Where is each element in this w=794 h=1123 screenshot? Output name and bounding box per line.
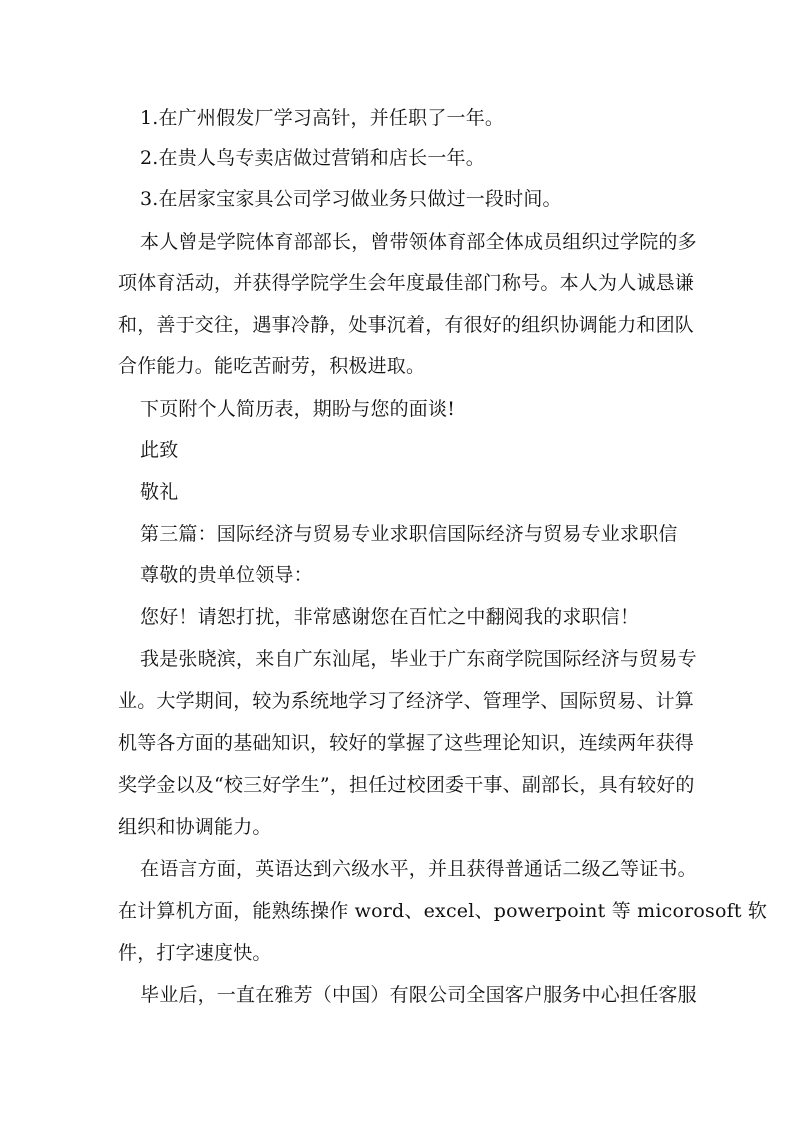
paragraph-line: 下页附个人简历表，期盼与您的面谈! bbox=[140, 398, 456, 420]
paragraph-line: 机等各方面的基础知识，较好的掌握了这些理论知识，连续两年获得 bbox=[118, 732, 695, 754]
paragraph-line: 毕业后，一直在雅芳（中国）有限公司全国客户服务中心担任客服 bbox=[140, 984, 697, 1006]
paragraph-line: 我是张晓滨，来自广东汕尾，毕业于广东商学院国际经济与贸易专 bbox=[140, 648, 697, 670]
paragraph-line: 和，善于交往，遇事冷静，处事沉着，有很好的组织协调能力和团队 bbox=[118, 314, 695, 336]
paragraph-line: 在计算机方面，能熟练操作 word、excel、powerpoint 等 micorosoft 软 bbox=[118, 900, 768, 922]
paragraph-line: 3.在居家宝家具公司学习做业务只做过一段时间。 bbox=[140, 188, 562, 210]
paragraph-line: 件，打字速度快。 bbox=[118, 942, 272, 964]
paragraph-line: 组织和协调能力。 bbox=[118, 816, 272, 838]
paragraph-line: 项体育活动，并获得学院学生会年度最佳部门称号。本人为人诚恳谦 bbox=[118, 272, 695, 294]
paragraph-line: 1.在广州假发厂学习高针，并任职了一年。 bbox=[140, 107, 505, 129]
salutation-line: 尊敬的贵单位领导： bbox=[140, 564, 313, 586]
section-heading: 第三篇：国际经济与贸易专业求职信国际经济与贸易专业求职信 bbox=[140, 523, 678, 545]
closing-line: 此致 bbox=[140, 439, 179, 461]
paragraph-line: 业。大学期间，较为系统地学习了经济学、管理学、国际贸易、计算 bbox=[118, 690, 695, 712]
paragraph-line: 在语言方面，英语达到六级水平，并且获得普通话二级乙等证书。 bbox=[140, 858, 697, 880]
paragraph-line: 本人曾是学院体育部部长，曾带领体育部全体成员组织过学院的多 bbox=[140, 231, 697, 253]
paragraph-line: 您好！请恕打扰，非常感谢您在百忙之中翻阅我的求职信！ bbox=[140, 606, 640, 628]
paragraph-line: 奖学金以及“校三好学生”，担任过校团委干事、副部长，具有较好的 bbox=[118, 774, 695, 796]
paragraph-line: 合作能力。能吃苦耐劳，积极进取。 bbox=[118, 355, 426, 377]
paragraph-line: 2.在贵人鸟专卖店做过营销和店长一年。 bbox=[140, 147, 485, 169]
closing-line: 敬礼 bbox=[140, 481, 179, 503]
